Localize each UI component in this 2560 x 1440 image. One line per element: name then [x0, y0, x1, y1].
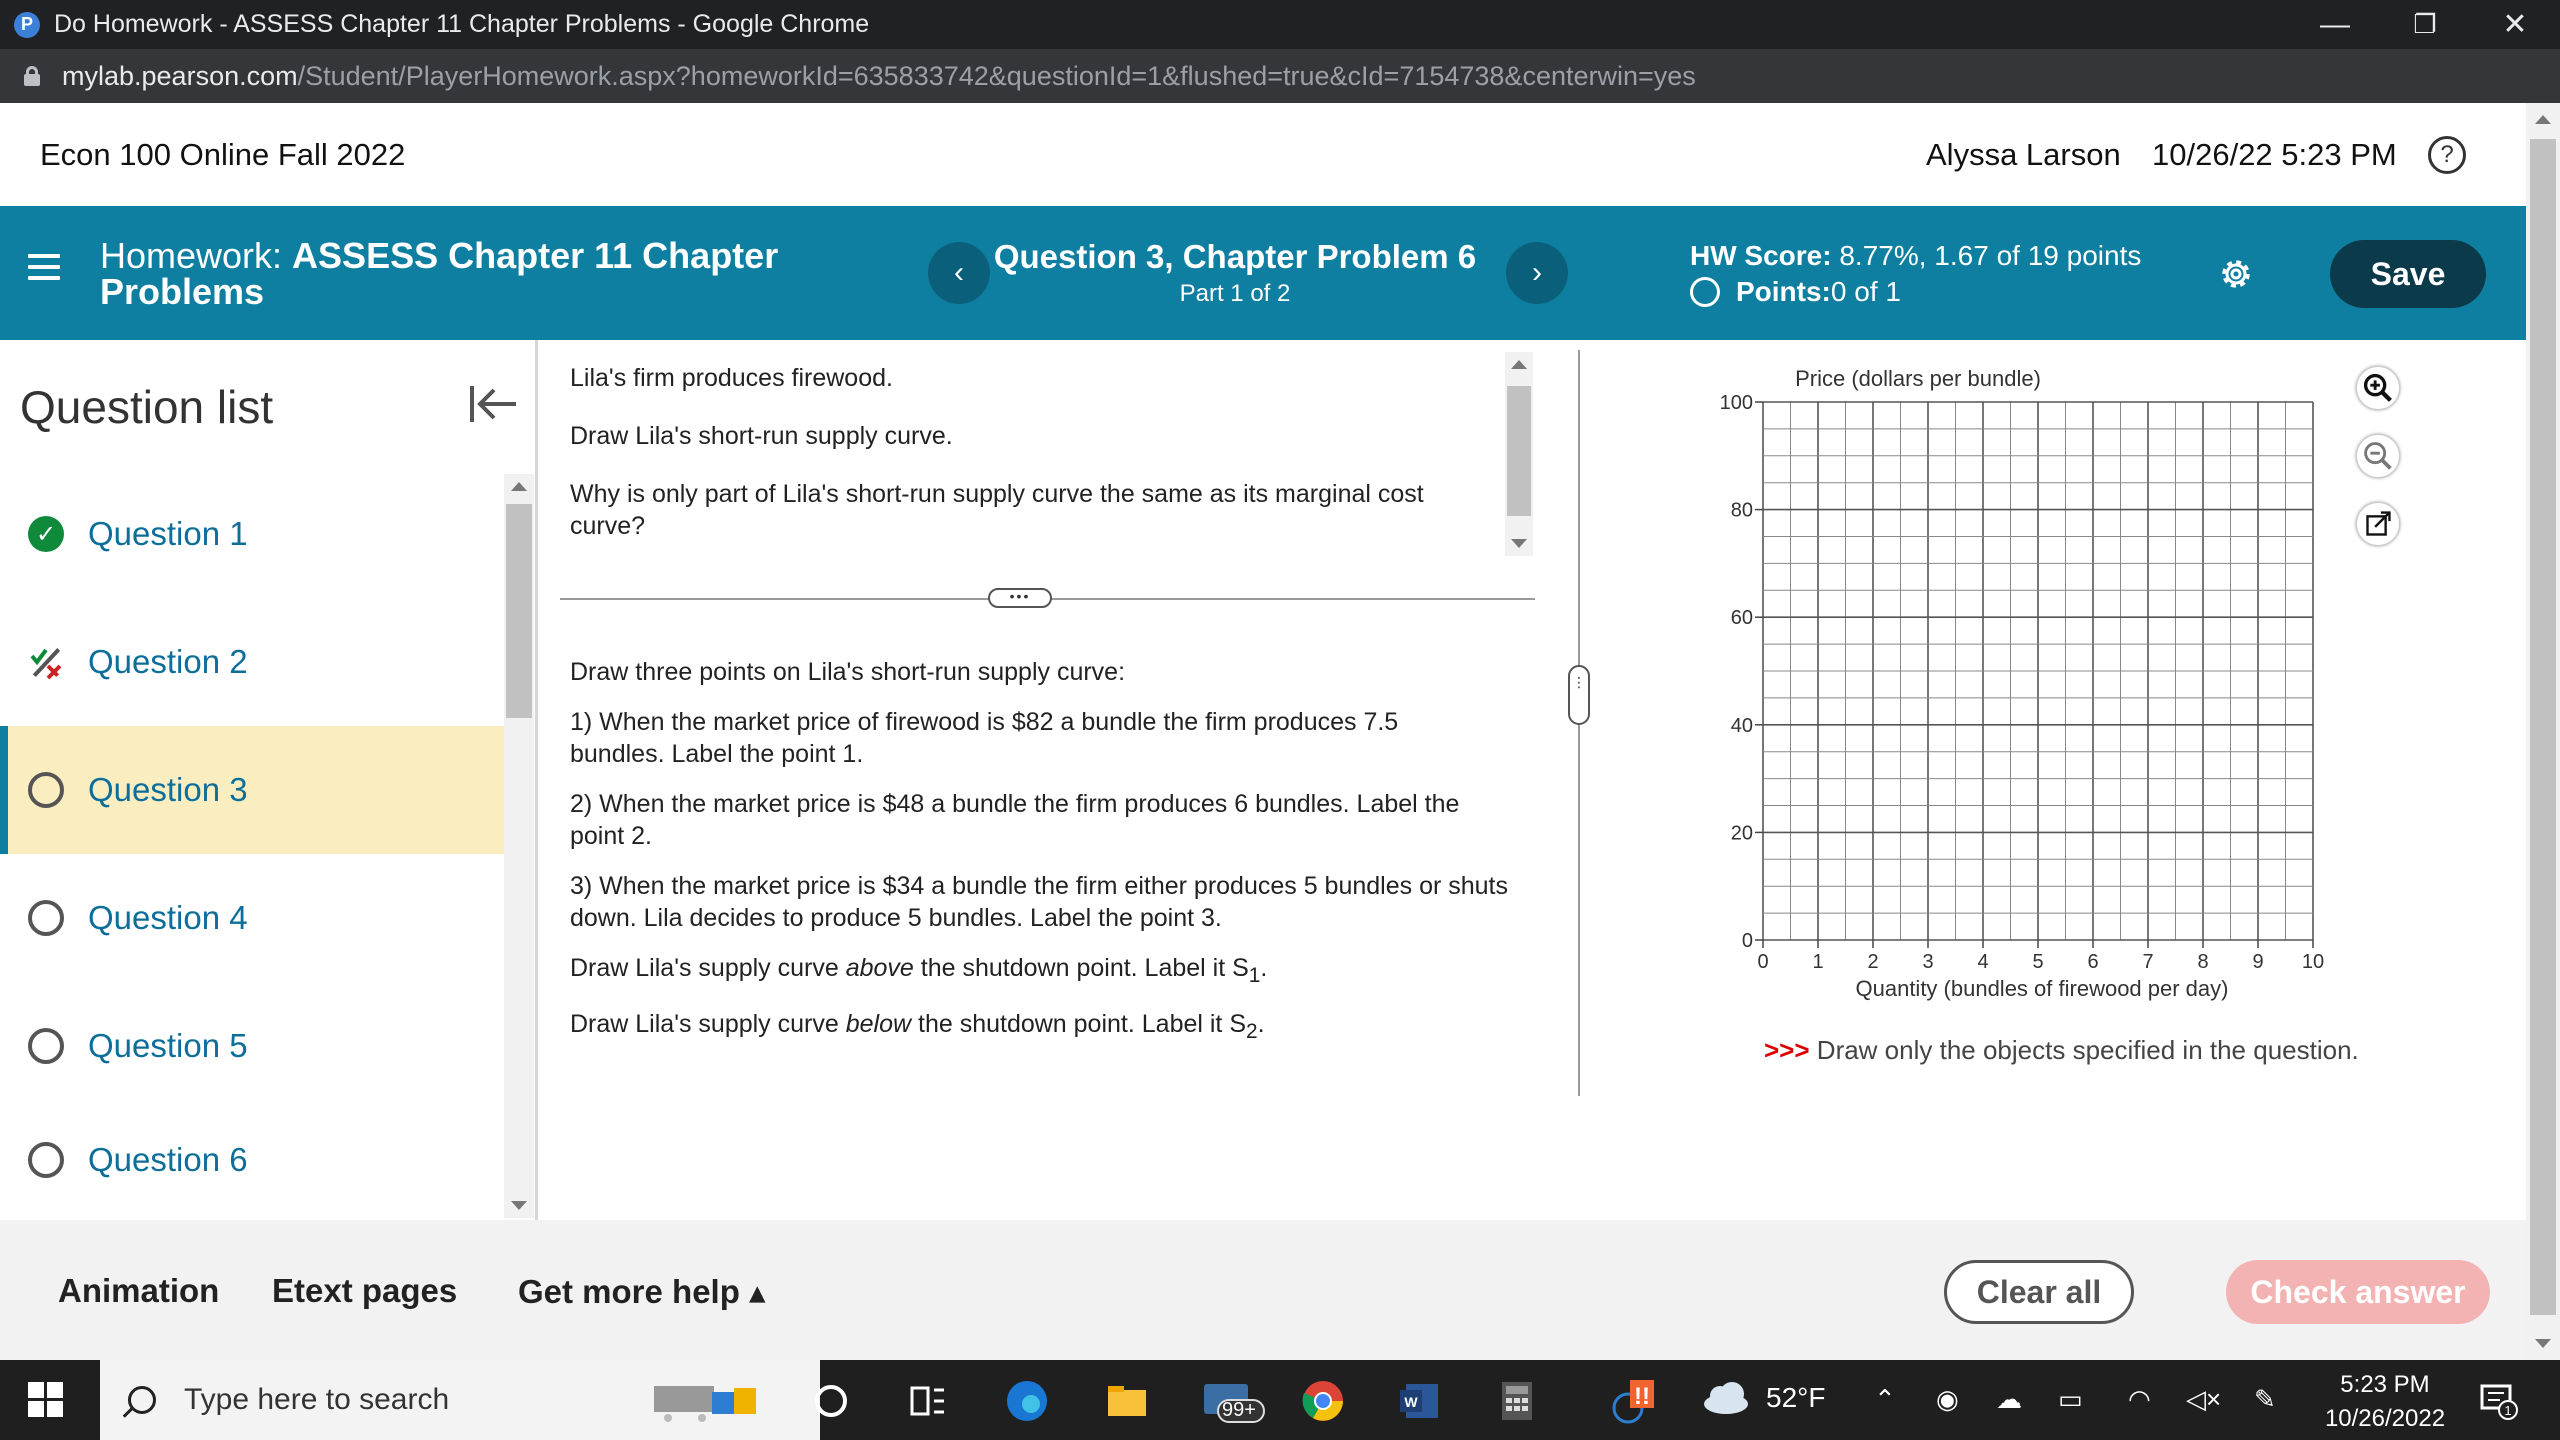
check-icon: ✓ [28, 516, 64, 552]
question-list-item-3[interactable] [0, 726, 504, 854]
help-icon[interactable]: ? [2428, 136, 2466, 174]
shopping-cart-icon[interactable] [650, 1378, 760, 1424]
points: Points: 0 of 1 [1690, 276, 1901, 308]
scroll-up-arrow-icon [1511, 360, 1527, 369]
show-hidden-icons-icon[interactable]: ⌃ [1874, 1384, 1896, 1414]
unanswered-icon [28, 900, 64, 936]
search-icon [128, 1386, 156, 1414]
s1-instruction: Draw Lila's supply curve above the shutdown point. Label it $S_1$. [570, 954, 1268, 987]
question-task-2: Why is only part of Lila's short-run supply curve the same as its marginal cost curve? [570, 480, 1424, 540]
scroll-thumb [2530, 139, 2556, 1315]
question-list-label: Question 4 [88, 899, 248, 936]
y-tick-label: 60 [1730, 607, 1753, 630]
footer-toolbar [0, 1220, 2526, 1360]
menu-icon[interactable] [28, 254, 60, 284]
weather-widget[interactable] [1700, 1380, 1825, 1416]
cloud-icon [1700, 1380, 1752, 1416]
address-bar[interactable] [0, 49, 2560, 103]
weather-temperature: 52°F [1766, 1382, 1826, 1413]
question-list-label: Question 1 [88, 515, 248, 552]
question-list-scrollbar[interactable] [504, 474, 534, 1218]
scroll-down-arrow-icon [511, 1201, 527, 1210]
x-tick-label: 3 [1922, 951, 1934, 973]
url-text[interactable]: mylab.pearson.com/Student/PlayerHomework.aspx?homeworkId=635833742&questionId=1&flushed=true&cId=7154738&centerwin=yes [62, 60, 1696, 91]
graph-grid [1755, 402, 2313, 948]
question-list-item-2[interactable] [0, 598, 504, 726]
y-tick-label: 0 [1741, 930, 1753, 952]
question-title: Question 3, Chapter Problem 6 [993, 238, 1477, 275]
partial-credit-icon [28, 644, 64, 680]
lock-icon [24, 66, 40, 86]
svg-text:1: 1 [2504, 1403, 2512, 1418]
unanswered-icon [28, 1028, 64, 1064]
pearson-app-icon: P [14, 12, 40, 38]
minimize-button[interactable]: — [2320, 7, 2350, 41]
points-status-icon [1690, 277, 1720, 307]
y-tick-label: 100 [1719, 392, 1753, 414]
etext-pages-link[interactable]: Etext pages [272, 1272, 458, 1309]
taskbar-time: 5:23 PM [2340, 1371, 2430, 1398]
pen-icon[interactable]: ✎ [2254, 1384, 2276, 1414]
word-icon[interactable] [1396, 1378, 1442, 1424]
scroll-up-arrow-icon [511, 482, 527, 491]
x-tick-label: 5 [2032, 951, 2044, 973]
get-more-help-link[interactable]: Get more help ▴ [518, 1273, 766, 1310]
question-list-panel [0, 340, 538, 1220]
x-tick-label: 9 [2252, 951, 2264, 973]
settings-gear-icon[interactable] [2216, 254, 2256, 294]
question-list-item-5[interactable] [0, 982, 504, 1110]
next-question-button[interactable]: › [1506, 242, 1568, 304]
onedrive-icon[interactable]: ☁ [1996, 1384, 2022, 1414]
taskbar-date: 10/26/2022 [2324, 1405, 2446, 1432]
clear-all-button[interactable]: Clear all [1944, 1260, 2134, 1324]
scroll-thumb [1507, 386, 1531, 516]
alert-app-icon[interactable] [1604, 1378, 1674, 1424]
zoom-out-icon[interactable] [2356, 434, 2400, 478]
meet-now-icon[interactable]: ◉ [1936, 1384, 1959, 1414]
user-name: Alyssa Larson [1926, 137, 2121, 172]
battery-icon[interactable]: ▭ [2058, 1384, 2083, 1414]
calculator-icon[interactable] [1494, 1378, 1540, 1424]
x-tick-label: 0 [1757, 951, 1769, 973]
y-tick-label: 40 [1730, 714, 1753, 737]
close-button[interactable]: ✕ [2502, 8, 2528, 41]
save-button[interactable]: Save [2330, 240, 2486, 308]
search-placeholder: Type here to search [184, 1383, 450, 1416]
question-list-label: Question 6 [88, 1141, 248, 1178]
question-task-1: Draw Lila's short-run supply curve. [570, 422, 953, 450]
mail-badge: 99+ [1222, 1399, 1256, 1421]
scroll-up-arrow-icon [2535, 115, 2551, 124]
previous-question-button[interactable]: ‹ [928, 242, 990, 304]
question-list-title: Question list [20, 381, 274, 433]
scroll-thumb [506, 504, 532, 718]
vertical-split-handle[interactable]: ⋮ [1568, 665, 1590, 725]
collapse-panel-icon[interactable] [468, 382, 518, 426]
question-list-label: Question 3 [88, 771, 248, 808]
draw-warning: >>> Draw only the objects specified in the question. [1764, 1035, 2359, 1065]
cortana-icon[interactable] [808, 1378, 854, 1424]
svg-text:!!: !! [1634, 1383, 1650, 1410]
hw-score: HW Score: 8.77%, 1.67 of 19 points [1690, 240, 2142, 271]
homework-bar [0, 206, 2526, 340]
volume-muted-icon[interactable]: ◁× [2186, 1384, 2222, 1414]
point-1-instruction: 1) When the market price of firewood is $82 a bundle the firm produces 7.5 bundles. Label the point 1. [570, 708, 1399, 768]
question-intro: Lila's firm produces firewood. [570, 364, 893, 392]
divider-resize-handle[interactable]: ••• [988, 588, 1052, 608]
point-2-instruction: 2) When the market price is $48 a bundle the firm produces 6 bundles. Label the point 2. [570, 790, 1460, 850]
page-scrollbar[interactable] [2526, 103, 2560, 1360]
question-text-scrollbar[interactable] [1505, 352, 1533, 556]
windows-start-icon[interactable] [28, 1382, 64, 1418]
y-axis-label: Price (dollars per bundle) [1795, 366, 2041, 391]
x-tick-label: 2 [1867, 951, 1879, 973]
question-list-label: Question 5 [88, 1027, 248, 1064]
unanswered-icon [28, 1142, 64, 1178]
question-list-label: Question 2 [88, 643, 248, 680]
x-tick-label: 4 [1977, 951, 1989, 973]
x-axis-label: Quantity (bundles of firewood per day) [1855, 976, 2229, 1001]
x-tick-label: 8 [2197, 951, 2209, 973]
scroll-down-arrow-icon [1511, 539, 1527, 548]
question-list-item-1[interactable] [0, 470, 504, 598]
x-tick-label: 1 [1812, 951, 1824, 973]
wifi-icon[interactable]: ◠ [2128, 1384, 2151, 1414]
question-list-item-4[interactable] [0, 854, 504, 982]
y-tick-label: 80 [1730, 499, 1753, 522]
window-title: Do Homework - ASSESS Chapter 11 Chapter Problems - Google Chrome [54, 10, 870, 38]
s2-instruction: Draw Lila's supply curve below the shutdown point. Label it $S_2$. [570, 1010, 1265, 1043]
window-titlebar [0, 0, 2560, 49]
current-datetime: 10/26/22 5:23 PM [2152, 137, 2397, 172]
popout-icon[interactable] [2356, 502, 2400, 546]
point-3-instruction: 3) When the market price is $34 a bundle the firm either produces 5 bundles or shuts down. Lila decides to produce 5 bundles. Label the point 3. [570, 872, 1509, 932]
x-tick-label: 10 [2301, 951, 2325, 973]
taskbar-clock[interactable] [2310, 1368, 2460, 1436]
question-part: Part 1 of 2 [1179, 280, 1291, 307]
task-view-icon[interactable] [904, 1378, 950, 1424]
svg-text:W: W [1404, 1394, 1418, 1410]
part-intro: Draw three points on Lila's short-run supply curve: [570, 658, 1126, 686]
check-answer-button[interactable]: Check answer [2226, 1260, 2490, 1324]
restore-button[interactable]: ❐ [2413, 9, 2437, 39]
question-list-item-6[interactable] [0, 1110, 504, 1210]
animation-link[interactable]: Animation [58, 1272, 220, 1309]
course-header [0, 103, 2526, 206]
chrome-icon[interactable] [1300, 1378, 1346, 1424]
supply-curve-graph[interactable] [1700, 360, 2340, 1020]
windows-taskbar [0, 1360, 2560, 1440]
x-tick-label: 7 [2142, 951, 2154, 973]
edge-browser-icon[interactable] [1004, 1378, 1050, 1424]
file-explorer-icon[interactable] [1104, 1378, 1150, 1424]
notifications-icon[interactable] [2478, 1380, 2518, 1420]
unanswered-icon [28, 772, 64, 808]
zoom-in-icon[interactable] [2356, 366, 2400, 410]
course-name: Econ 100 Online Fall 2022 [40, 136, 406, 172]
y-tick-label: 20 [1730, 822, 1753, 845]
homework-title: Homework: ASSESS Chapter 11 Chapter Problems [100, 235, 779, 312]
scroll-down-arrow-icon [2535, 1339, 2551, 1348]
x-tick-label: 6 [2087, 951, 2099, 973]
